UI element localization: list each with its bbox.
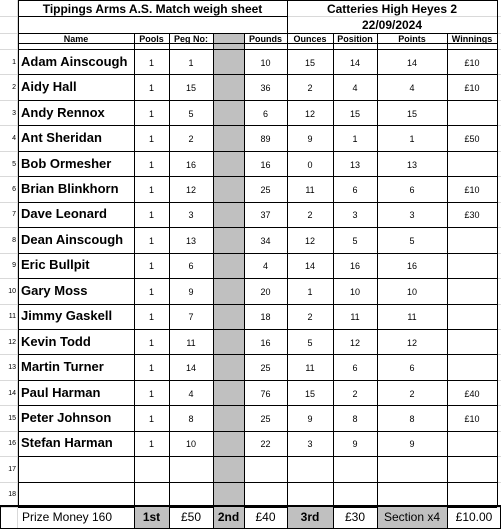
- cell-position: 16: [349, 261, 360, 272]
- angler-name: Martin Turner: [21, 359, 104, 375]
- cell-points: 16: [406, 261, 417, 272]
- third-label: 3rd: [300, 510, 320, 524]
- row-number: 18: [8, 491, 16, 499]
- header-position: Position: [337, 34, 373, 44]
- cell-pounds: 36: [260, 83, 271, 94]
- angler-name: Peter Johnson: [21, 410, 112, 426]
- border-col: [213, 33, 214, 505]
- row-number: 10: [8, 287, 16, 295]
- cell-position: 11: [350, 312, 360, 323]
- cell-pools: 1: [148, 312, 154, 323]
- cell-peg: 9: [188, 286, 194, 297]
- angler-name: Brian Blinkhorn: [21, 180, 119, 196]
- cell-position: 6: [352, 363, 358, 374]
- header-name: Name: [63, 34, 89, 44]
- first-label: 1st: [142, 510, 161, 524]
- header-peg: Peg No:: [173, 34, 208, 44]
- cell-peg: 12: [185, 184, 196, 195]
- border-row: [18, 253, 497, 254]
- row-number: 13: [8, 364, 16, 372]
- cell-ounces: 9: [307, 414, 313, 425]
- cell-peg: 4: [188, 388, 194, 399]
- cell-pounds: 6: [262, 108, 268, 119]
- cell-peg: 13: [185, 235, 196, 246]
- row-number: 5: [12, 160, 16, 168]
- cell-position: 15: [349, 108, 360, 119]
- cell-position: 8: [352, 414, 358, 425]
- cell-peg: 16: [185, 159, 196, 170]
- cell-pounds: 22: [260, 439, 271, 450]
- cell-ounces: 5: [307, 337, 313, 348]
- border-row: [18, 456, 497, 457]
- cell-pools: 1: [148, 286, 154, 297]
- cell-pounds: 34: [260, 235, 271, 246]
- match-date: 22/09/2024: [361, 18, 423, 32]
- border-col: [447, 33, 448, 505]
- section-label: Section x4: [383, 510, 441, 524]
- cell-pounds: 10: [260, 57, 271, 68]
- border-row: [18, 304, 497, 305]
- cell-pools: 1: [148, 388, 154, 399]
- row-number: 14: [8, 389, 16, 397]
- cell-winnings: £10: [464, 184, 480, 195]
- header-pounds: Pounds: [249, 34, 282, 44]
- row-number: 16: [8, 440, 16, 448]
- angler-name: Bob Ormesher: [21, 155, 112, 171]
- cell-pools: 1: [148, 414, 154, 425]
- cell-points: 6: [409, 363, 415, 374]
- cell-ounces: 15: [304, 388, 315, 399]
- cell-winnings: £40: [464, 388, 480, 399]
- cell-pools: 1: [148, 210, 154, 221]
- cell-position: 1: [352, 134, 358, 145]
- cell-winnings: £30: [464, 210, 480, 221]
- row-number: 9: [12, 262, 16, 270]
- cell-points: 15: [406, 108, 417, 119]
- cell-pounds: 25: [260, 184, 271, 195]
- cell-points: 11: [407, 312, 417, 323]
- row-number: 7: [12, 211, 16, 219]
- row-number: 8: [12, 236, 16, 244]
- cell-pounds: 16: [260, 159, 271, 170]
- cell-points: 3: [409, 210, 415, 221]
- border-row: [18, 202, 497, 203]
- cell-peg: 11: [186, 337, 196, 348]
- header-points: Points: [398, 34, 426, 44]
- cell-ounces: 2: [307, 210, 313, 221]
- angler-name: Andy Rennox: [21, 104, 105, 120]
- cell-pools: 1: [148, 337, 154, 348]
- cell-peg: 8: [188, 414, 194, 425]
- cell-pounds: 20: [260, 286, 271, 297]
- cell-pools: 1: [148, 261, 154, 272]
- cell-ounces: 3: [307, 439, 313, 450]
- sheet-title: Tippings Arms A.S. Match weigh sheet: [42, 2, 263, 16]
- cell-pools: 1: [148, 184, 154, 195]
- cell-winnings: £10: [464, 414, 480, 425]
- cell-position: 9: [352, 439, 358, 450]
- border-row: [18, 354, 497, 355]
- row-number: 17: [8, 465, 16, 473]
- cell-points: 5: [409, 235, 415, 246]
- cell-ounces: 11: [305, 363, 315, 374]
- third-amount: £30: [344, 510, 366, 524]
- cell-ounces: 14: [304, 261, 315, 272]
- header-pools: Pools: [139, 34, 164, 44]
- cell-ounces: 15: [304, 57, 315, 68]
- cell-ounces: 12: [304, 235, 315, 246]
- cell-points: 12: [406, 337, 417, 348]
- border-row: [18, 482, 497, 483]
- angler-name: Adam Ainscough: [21, 53, 128, 69]
- cell-peg: 3: [188, 210, 194, 221]
- cell-points: 2: [409, 388, 415, 399]
- cell-pools: 1: [148, 159, 154, 170]
- cell-winnings: £10: [464, 83, 480, 94]
- cell-peg: 6: [188, 261, 194, 272]
- border-row: [18, 431, 497, 432]
- angler-name: Aidy Hall: [21, 79, 77, 95]
- cell-points: 6: [409, 184, 415, 195]
- cell-peg: 5: [188, 108, 194, 119]
- angler-name: Jimmy Gaskell: [21, 308, 113, 324]
- cell-peg: 14: [185, 363, 196, 374]
- row-number: 12: [8, 338, 16, 346]
- cell-pounds: 76: [260, 388, 271, 399]
- shaded-column: [213, 33, 244, 505]
- angler-name: Gary Moss: [21, 282, 88, 298]
- row-number: 6: [12, 185, 16, 193]
- cell-pools: 1: [148, 134, 154, 145]
- cell-position: 13: [349, 159, 360, 170]
- cell-points: 4: [409, 83, 415, 94]
- border-row: [18, 49, 497, 50]
- cell-position: 2: [352, 388, 358, 399]
- angler-name: Ant Sheridan: [21, 130, 102, 146]
- cell-winnings: £50: [464, 134, 480, 145]
- cell-pounds: 25: [260, 414, 271, 425]
- row-number: 1: [12, 58, 16, 66]
- border-row: [18, 227, 497, 228]
- venue-title: Catteries High Heyes 2: [326, 2, 458, 16]
- cell-pools: 1: [148, 235, 154, 246]
- cell-pools: 1: [148, 83, 154, 94]
- border-top: [18, 0, 497, 1]
- cell-position: 14: [349, 57, 360, 68]
- border-row: [18, 100, 497, 101]
- cell-pools: 1: [148, 363, 154, 374]
- border-right-top: [497, 0, 498, 33]
- cell-points: 1: [409, 134, 415, 145]
- border-row: [18, 329, 497, 330]
- cell-peg: 7: [188, 312, 194, 323]
- row-number: 2: [12, 84, 16, 92]
- cell-pounds: 25: [260, 363, 271, 374]
- cell-position: 6: [352, 184, 358, 195]
- second-amount: £40: [255, 510, 276, 524]
- cell-position: 5: [352, 235, 358, 246]
- border-col: [18, 33, 19, 505]
- cell-ounces: 2: [307, 312, 313, 323]
- header-winnings: Winnings: [451, 34, 493, 44]
- row-number: 4: [12, 135, 16, 143]
- cell-ounces: 9: [307, 134, 313, 145]
- row-number: 11: [8, 313, 16, 321]
- cell-peg: 15: [185, 83, 196, 94]
- angler-name: Stefan Harman: [21, 435, 113, 451]
- cell-pounds: 89: [260, 134, 271, 145]
- first-amount: £50: [180, 510, 202, 524]
- cell-position: 3: [352, 210, 358, 221]
- border-row: [18, 125, 497, 126]
- cell-pools: 1: [148, 439, 154, 450]
- cell-points: 10: [406, 286, 417, 297]
- cell-pools: 1: [148, 57, 154, 68]
- cell-position: 10: [349, 286, 360, 297]
- cell-ounces: 1: [307, 286, 313, 297]
- border-row: [18, 278, 497, 279]
- border-row: [18, 405, 497, 406]
- border-col: [497, 33, 498, 505]
- cell-ounces: 12: [304, 108, 315, 119]
- border-row: [18, 74, 497, 75]
- cell-position: 4: [352, 83, 358, 94]
- second-label: 2nd: [217, 510, 240, 524]
- angler-name: Paul Harman: [21, 384, 101, 400]
- cell-peg: 2: [188, 134, 194, 145]
- cell-pounds: 16: [260, 337, 271, 348]
- cell-pounds: 37: [260, 210, 271, 221]
- cell-points: 9: [409, 439, 415, 450]
- cell-pounds: 18: [260, 312, 271, 323]
- row-number: 3: [12, 109, 16, 117]
- border-row: [18, 176, 497, 177]
- cell-peg: 1: [188, 57, 194, 68]
- cell-ounces: 11: [305, 184, 315, 195]
- angler-name: Dave Leonard: [21, 206, 107, 222]
- cell-winnings: £10: [464, 57, 480, 68]
- cell-points: 13: [406, 159, 417, 170]
- cell-ounces: 2: [307, 83, 313, 94]
- angler-name: Dean Ainscough: [21, 231, 124, 247]
- angler-name: Kevin Todd: [21, 333, 91, 349]
- border-row: [18, 151, 497, 152]
- cell-pounds: 4: [262, 261, 268, 272]
- cell-position: 12: [349, 337, 360, 348]
- prize-money-label: Prize Money 160: [21, 510, 113, 524]
- cell-ounces: 0: [307, 159, 313, 170]
- row-number: 15: [8, 415, 16, 423]
- cell-pools: 1: [148, 108, 154, 119]
- cell-points: 14: [406, 57, 417, 68]
- angler-name: Eric Bullpit: [21, 257, 90, 273]
- border-row: [18, 380, 497, 381]
- section-amount: £10.00: [455, 510, 493, 524]
- border-title: [18, 16, 287, 17]
- cell-points: 8: [409, 414, 415, 425]
- cell-peg: 10: [185, 439, 196, 450]
- header-ounces: Ounces: [293, 34, 327, 44]
